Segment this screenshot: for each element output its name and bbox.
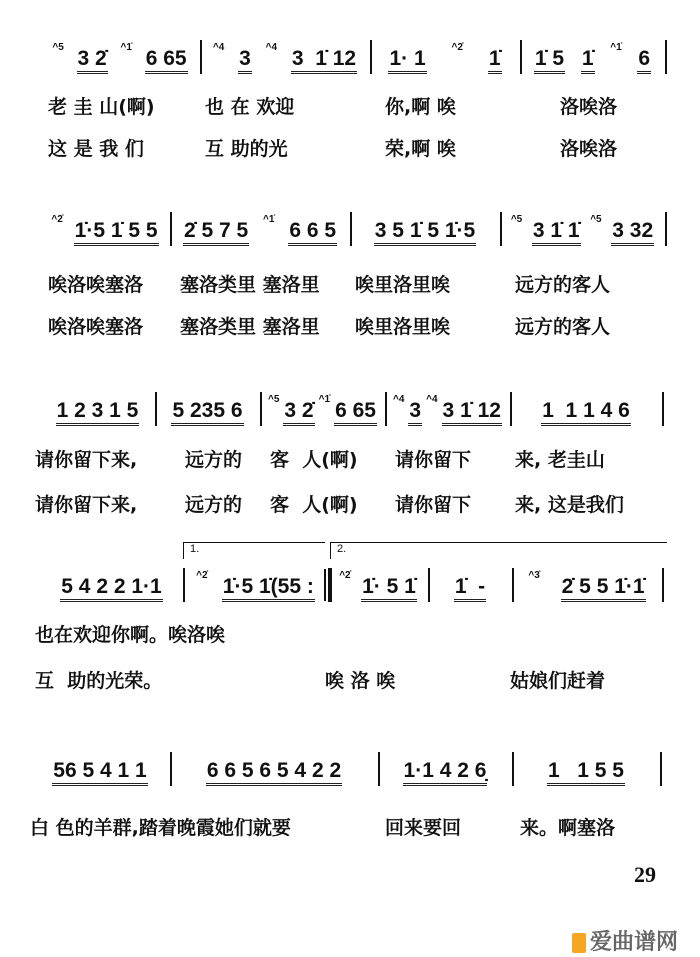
note-group: 5 4 2 2 1·1: [60, 576, 162, 602]
lyric-verse-1: 来, 老圭山: [515, 449, 605, 471]
bar-line: [512, 568, 514, 602]
note-group: 1̇: [488, 48, 502, 74]
measure: [391, 392, 504, 426]
note-group: 6 65: [334, 400, 377, 426]
bar-line: [500, 212, 502, 246]
music-note-icon: [572, 933, 586, 953]
grace-note: ^4: [393, 394, 405, 405]
lyric-verse-1: 请你留下来,: [35, 449, 138, 471]
grace-note: ^2̇: [196, 570, 208, 581]
lyric-verse-1: 请你留下: [395, 449, 472, 471]
bar-line: [378, 752, 380, 786]
lyric-verse-1: 也在欢迎你啊。唉洛唉: [35, 624, 226, 646]
note-group: 6 6 5: [288, 220, 337, 246]
note-group: 6: [637, 48, 651, 74]
lyric-verse-2: 互 助的光: [205, 138, 288, 160]
lyric-verse-1: 唉洛唉塞洛: [48, 274, 144, 296]
note-group: 3 1̇ 1̇: [532, 220, 581, 246]
note-group: 1̇ 5: [534, 48, 565, 74]
measure: [334, 568, 422, 602]
measure: [206, 40, 364, 74]
measure: [526, 40, 659, 74]
lyric-verse-1: 回来要回: [385, 817, 462, 839]
measure: [506, 212, 659, 246]
bar-line: [183, 568, 185, 602]
note-group: 3 2̇: [77, 48, 108, 74]
bar-line: [385, 392, 387, 426]
lyric-verse-2: 洛唉洛: [560, 138, 618, 160]
lyric-verse-2: 来, 这是我们: [515, 494, 624, 516]
measure: [46, 212, 164, 246]
measure: [518, 568, 656, 602]
bar-line: [328, 568, 332, 602]
lyric-verse-1: 远方的客人: [515, 274, 611, 296]
bar-line: [520, 40, 522, 74]
note-group: 1̇·5 1̇ 5 5: [74, 220, 159, 246]
lyric-verse-1: 塞洛类里 塞洛里: [180, 274, 320, 296]
bar-line: [260, 392, 262, 426]
note-group: 3 1̇ 12: [291, 48, 357, 74]
note-group: 56 5 4 1 1: [52, 760, 147, 786]
measure: [516, 392, 656, 426]
measure: [161, 392, 254, 426]
bar-line: [665, 212, 667, 246]
lyric-verse-1: 你,啊 唉: [385, 96, 456, 118]
page-number: 29: [634, 862, 656, 887]
measure: [384, 752, 506, 786]
note-group: 6 65: [145, 48, 188, 74]
lyric-verse-2: 客 人(啊): [270, 494, 358, 516]
note-group: 3: [238, 48, 252, 74]
bar-line: [350, 212, 352, 246]
note-group: 3: [408, 400, 422, 426]
note-group: 3 2̇: [283, 400, 314, 426]
note-group: 3 5 1̇ 5 1̇·5: [374, 220, 476, 246]
bar-line: [662, 568, 664, 602]
grace-note: ^1̇: [263, 214, 275, 225]
lyric-verse-1: 也 在 欢迎: [205, 96, 295, 118]
grace-note: ^4: [265, 42, 278, 53]
note-group: 1· 1: [388, 48, 426, 74]
note-group: 1 2 3 1 5: [56, 400, 140, 426]
measure: [376, 40, 514, 74]
lyric-verse-1: 远方的: [185, 449, 243, 471]
grace-note: ^1̇: [318, 394, 331, 405]
note-group: 1̇ -: [454, 576, 486, 602]
lyric-verse-1: 唉里洛里唉: [355, 274, 451, 296]
grace-note: ^5: [52, 42, 64, 53]
grace-note: ^5: [268, 394, 280, 405]
lyric-verse-2: 这 是 我 们: [48, 138, 144, 160]
grace-note: ^4: [426, 394, 438, 405]
lyric-verse-1: 白 色的羊群,踏着晚霞她们就要: [30, 817, 291, 839]
lyric-verse-1: 洛唉洛: [560, 96, 618, 118]
measure: [176, 212, 344, 246]
lyric-verse-2: 唉里洛里唉: [355, 316, 451, 338]
note-group: 1 1 1 4 6: [541, 400, 631, 426]
bar-line: [370, 40, 372, 74]
lyric-verse-1: 老 圭 山(啊): [48, 96, 155, 118]
measure: [36, 752, 164, 786]
measure: [176, 752, 372, 786]
lyric-verse-2: 塞洛类里 塞洛里: [180, 316, 320, 338]
note-group: 1̇: [581, 48, 595, 74]
grace-note: ^1̇: [120, 42, 132, 53]
note-group: 2̇ 5 7 5: [183, 220, 249, 246]
grace-note: ^3̇: [528, 570, 540, 581]
lyric-verse-2: 请你留下来,: [35, 494, 138, 516]
grace-note: ^4: [212, 42, 225, 53]
grace-note: ^1̇: [610, 42, 622, 53]
measure: [46, 392, 149, 426]
lyric-verse-2: 荣,啊 唉: [385, 138, 456, 160]
lyric-verse-1: 来。啊塞洛: [520, 817, 616, 839]
measure: [189, 568, 322, 602]
grace-note: ^2̇: [339, 570, 351, 581]
lyric-verse-2: 请你留下: [395, 494, 472, 516]
bar-line: [660, 752, 662, 786]
note-group: 3 32: [611, 220, 654, 246]
note-group: 3 1̇ 12: [442, 400, 502, 426]
bar-line: [170, 752, 172, 786]
bar-line: [155, 392, 157, 426]
grace-note: ^2̇: [51, 214, 63, 225]
grace-note: ^5: [590, 214, 602, 225]
bar-line: [200, 40, 202, 74]
bar-line: [428, 568, 430, 602]
note-group: 1·1 4 2 6̣: [403, 760, 488, 786]
lyric-verse-2: 互 助的光荣。: [35, 670, 163, 692]
volta-bracket: 1.: [183, 542, 325, 559]
bar-line: [665, 40, 667, 74]
note-group: 1 1 5 5: [547, 760, 625, 786]
lyric-verse-2: 姑娘们赶着: [510, 670, 606, 692]
note-group: 2̇ 5 5 1̇·1̇: [561, 576, 646, 602]
lyric-verse-2: 远方的客人: [515, 316, 611, 338]
bar-line: [170, 212, 172, 246]
note-group: 6 6 5 6 5 4 2 2: [206, 760, 342, 786]
grace-note: ^5: [510, 214, 523, 225]
watermark-logo: [572, 925, 678, 956]
measure: [434, 568, 506, 602]
measure: [46, 568, 177, 602]
bar-line: [510, 392, 512, 426]
lyric-verse-2: 唉 洛 唉: [325, 670, 396, 692]
bar-line: [662, 392, 664, 426]
measure: [518, 752, 654, 786]
measure: [266, 392, 379, 426]
note-group: 1̇· 5 1̇: [361, 576, 417, 602]
grace-note: ^2̇: [451, 42, 463, 53]
bar-line: [512, 752, 514, 786]
lyric-verse-2: 远方的: [185, 494, 243, 516]
note-group: 5 235 6: [171, 400, 243, 426]
measure: [356, 212, 494, 246]
measure: [46, 40, 194, 74]
watermark-text: 爱曲谱网: [590, 929, 679, 954]
lyric-verse-2: 唉洛唉塞洛: [48, 316, 144, 338]
lyric-verse-1: 客 人(啊): [270, 449, 358, 471]
note-group: 1̇·5 1̇(55 :: [222, 576, 315, 602]
volta-bracket: 2.: [330, 542, 667, 559]
